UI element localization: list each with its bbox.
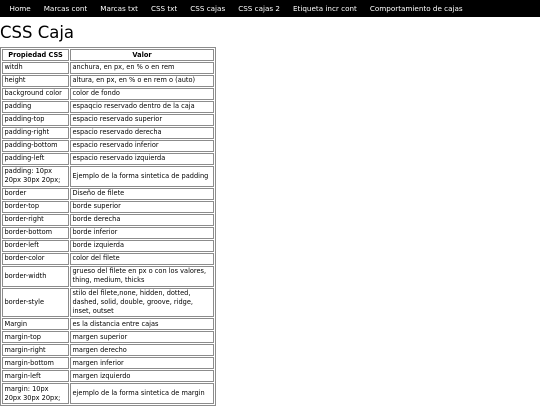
table-row [2,370,214,382]
table-row [2,357,214,369]
value-cell: borde inferior [70,227,214,239]
nav-link-home[interactable]: Home [9,4,31,13]
table-header-row [2,49,214,61]
nav-link-etiqueta-incr-cont[interactable]: Etiqueta incr cont [293,4,357,13]
table-row [2,62,214,74]
property-cell: border-width [2,266,69,287]
property-cell: padding-top [2,114,69,126]
nav-link-comportamiento-de-cajas[interactable]: Comportamiento de cajas [369,4,463,13]
value-cell: anchura, en px, en % o en rem [70,62,214,74]
css-properties-table [0,47,216,406]
column-header-value: Valor [70,49,214,61]
nav-link-css-cajas[interactable]: CSS cajas [190,4,226,13]
table-row [2,288,214,318]
table-row [2,201,214,213]
value-cell: borde izquierda [70,240,214,252]
value-cell: espacio reservado izquierda [70,153,214,165]
nav-link-css-cajas-2[interactable]: CSS cajas 2 [238,4,280,13]
table-row [2,331,214,343]
property-cell: padding [2,101,69,113]
property-cell: background color [2,88,69,100]
property-cell: border [2,188,69,200]
property-cell: border-bottom [2,227,69,239]
value-cell: margen superior [70,331,214,343]
table-row [2,75,214,87]
property-cell: border-top [2,201,69,213]
table-row [2,227,214,239]
table-row [2,114,214,126]
value-cell: Ejemplo de la forma sintetica de padding [70,166,214,187]
property-cell: border-right [2,214,69,226]
property-cell: border-left [2,240,69,252]
table-row [2,318,214,330]
property-cell: margin-right [2,344,69,356]
property-cell: padding: 10px 20px 30px 20px; [2,166,69,187]
value-cell: borde superior [70,201,214,213]
value-cell: color de fondo [70,88,214,100]
table-row [2,140,214,152]
property-cell: Margin [2,318,69,330]
table-row [2,101,214,113]
value-cell: es la distancia entre cajas [70,318,214,330]
value-cell: color del filete [70,253,214,265]
property-cell: padding-right [2,127,69,139]
column-header-property: Propiedad CSS [2,49,69,61]
value-cell: altura, en px, en % o en rem o (auto) [70,75,214,87]
value-cell: espacio reservado derecha [70,127,214,139]
value-cell: espacio reservado inferior [70,140,214,152]
table-row [2,344,214,356]
value-cell: margen inferior [70,357,214,369]
property-cell: border-color [2,253,69,265]
table-body [2,62,214,404]
property-cell: margin-bottom [2,357,69,369]
property-cell: margin: 10px 20px 30px 20px; [2,383,69,404]
table-row [2,383,214,404]
page-title: CSS Caja [0,23,75,42]
table-row [2,266,214,287]
value-cell: espaqcio reservado dentro de la caja [70,101,214,113]
property-cell: padding-left [2,153,69,165]
table-row [2,188,214,200]
value-cell: espacio reservado superior [70,114,214,126]
value-cell: Diseño de filete [70,188,214,200]
value-cell: stilo del filete,none, hidden, dotted, dashed, solid, double, groove, ridge, inset, outset [70,288,214,318]
nav-link-marcas-txt[interactable]: Marcas txt [100,4,138,13]
nav-link-css-txt[interactable]: CSS txt [150,4,178,13]
table-row [2,153,214,165]
value-cell: borde derecha [70,214,214,226]
table-row [2,253,214,265]
table-row [2,240,214,252]
nav-link-marcas-cont[interactable]: Marcas cont [43,4,88,13]
value-cell: grueso del filete en px o con los valores, thing, medium, thicks [70,266,214,287]
table-row [2,214,214,226]
property-cell: witdh [2,62,69,74]
property-cell: height [2,75,69,87]
table-row [2,166,214,187]
property-cell: padding-bottom [2,140,69,152]
property-cell: border-style [2,288,69,318]
value-cell: ejemplo de la forma sintetica de margin [70,383,214,404]
property-cell: margin-left [2,370,69,382]
top-navbar [0,0,540,17]
value-cell: margen derecho [70,344,214,356]
table-row [2,88,214,100]
table-row [2,127,214,139]
value-cell: margen izquierdo [70,370,214,382]
property-cell: margin-top [2,331,69,343]
